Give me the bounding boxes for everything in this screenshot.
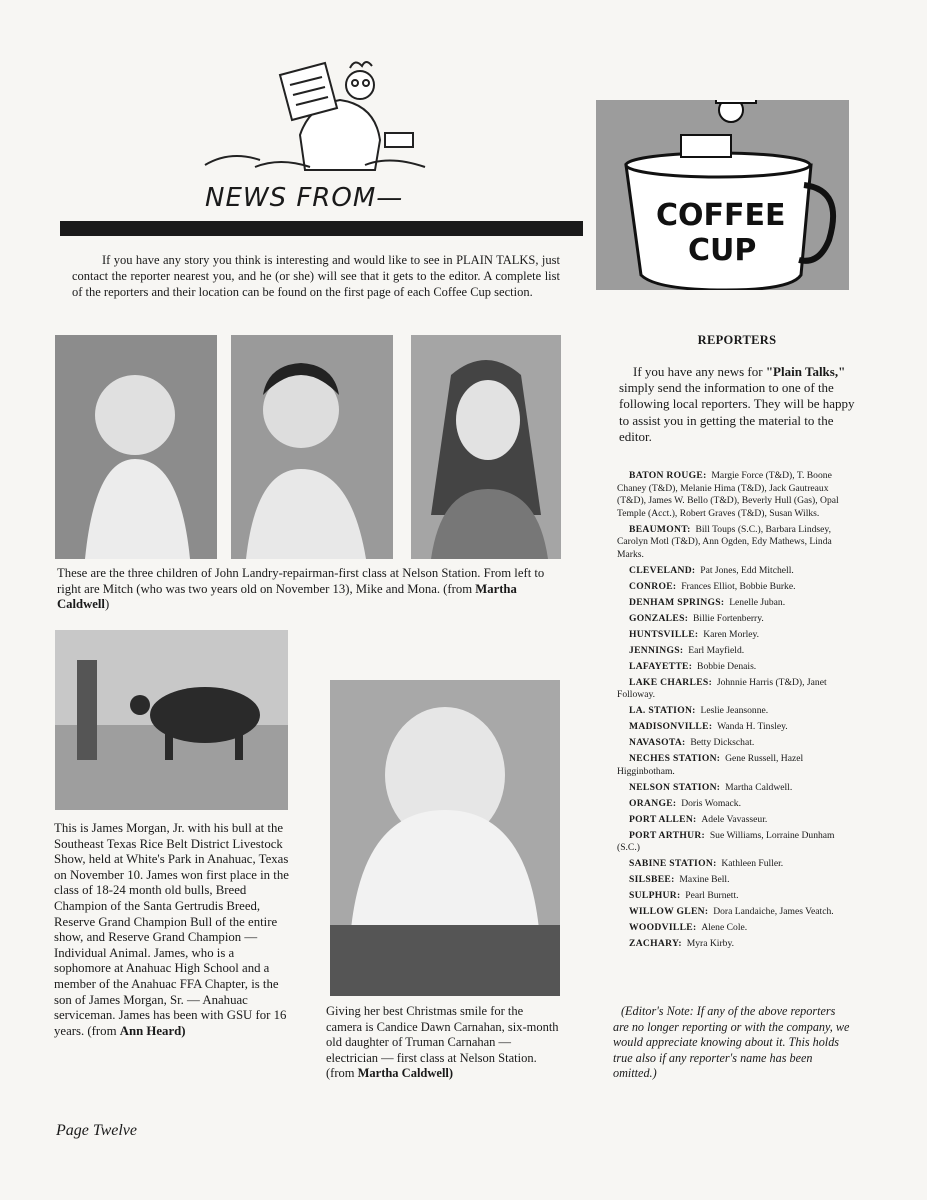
- reporter-entry: [617, 721, 854, 734]
- reporter-entry: [617, 581, 854, 594]
- reporter-names: Billie Fortenberry.: [693, 612, 764, 624]
- photo-mike: [231, 335, 393, 559]
- reporter-location: BATON ROUGE:: [629, 470, 707, 481]
- reporter-names: Kathleen Fuller.: [721, 858, 784, 870]
- reporters-list: [617, 470, 854, 954]
- reporter-location: NAVASOTA:: [629, 737, 686, 749]
- photo-mitch: [55, 335, 217, 559]
- photo-bull: [55, 630, 288, 810]
- reporter-entry: [617, 782, 854, 795]
- children-credit: Martha Caldwell: [57, 581, 517, 611]
- reporter-names: Doris Womack.: [681, 797, 742, 809]
- reporter-names: Earl Mayfield.: [688, 644, 745, 656]
- reporter-location: PORT ALLEN:: [629, 813, 697, 825]
- reporter-names: Leslie Jeansonne.: [700, 705, 769, 717]
- reporter-entry: [617, 830, 854, 855]
- coffee-cup-logo: [596, 100, 849, 290]
- reporter-location: WOODVILLE:: [629, 922, 697, 934]
- reporter-location: ZACHARY:: [629, 938, 682, 950]
- reporter-names: Betty Dickschat.: [690, 737, 755, 749]
- reporter-location: LAKE CHARLES:: [629, 676, 713, 688]
- reporter-entry: [617, 938, 854, 951]
- reporter-entry: [617, 613, 854, 626]
- reporter-names: Maxine Bell.: [679, 874, 730, 886]
- reporter-entry: [617, 705, 854, 718]
- reporter-names: Bill Toups (S.C.), Barbara Lindsey, Carolyn Motl (T&D), Ann Ogden, Edy Mathews, Linda Marks.: [617, 523, 832, 560]
- reporter-entry: [617, 906, 854, 919]
- photo-mona: [411, 335, 561, 559]
- reporter-entry: [617, 814, 854, 827]
- cup-text-cup: CUP: [688, 233, 757, 268]
- reporter-entry: [617, 565, 854, 578]
- reporter-names: Gene Russell, Hazel Higginbotham.: [617, 753, 804, 777]
- page-number: Page Twelve: [56, 1122, 138, 1139]
- coffee-cup-icon: [596, 100, 849, 290]
- reporter-entry: [617, 629, 854, 642]
- reporter-names: Myra Kirby.: [686, 938, 735, 950]
- reporter-entry: [617, 524, 854, 562]
- reporter-entry: [617, 677, 854, 702]
- baby-caption: Giving her best Christmas smile for the camera is Candice Dawn Carnahan, six-month old daughter of Truman Carnahan — electrician — first class at Nelson Station. (from Martha Caldwell): [326, 1004, 559, 1081]
- reporter-names: Adele Vavasseur.: [701, 813, 768, 825]
- bull-caption: This is James Morgan, Jr. with his bull at the Southeast Texas Rice Belt District Livestock Show, held at White's Park in Anahuac, Texas on November 10. James won first place in the class of 18-24 month old bulls, Breed Champion of the Santa Gertrudis Breed, Reserve Grand Champion Bull of the entire show, and Reserve Grand Champion — Individual Animal. James, who is a sophomore at Anahuac High School and a member of the Anahuac FFA Chapter, is the son of James Morgan, Sr. — Anahuac serviceman. James has been with GSU for 16 years. (from Ann Heard): [54, 821, 289, 1038]
- baby-credit: Martha Caldwell: [357, 1066, 449, 1081]
- children-caption: These are the three children of John Landry-repairman-first class at Nelson Station. From left to right are Mitch (who was two years old on November 13), Mike and Mona. (from Martha Caldwell): [57, 566, 545, 611]
- reporter-names: Bobbie Denais.: [697, 660, 757, 672]
- reporter-names: Johnnie Harris (T&D), Janet Followay.: [617, 676, 827, 701]
- editors-note: (Editor's Note: If any of the above reporters are no longer reporting or with the company, we would appreciate knowing about it. This holds true also if any reporter's name has been omitted.): [613, 1004, 850, 1080]
- reporter-location: LAFAYETTE:: [629, 660, 693, 672]
- reporter-entry: [617, 874, 854, 887]
- reporter-location: NECHES STATION:: [629, 753, 721, 765]
- reporter-entry: [617, 470, 854, 520]
- reporter-location: JENNINGS:: [629, 644, 684, 656]
- reporter-location: MADISONVILLE:: [629, 721, 713, 733]
- reporter-location: GONZALES:: [629, 612, 689, 624]
- reporter-names: Sue Williams, Lorraine Dunham (S.C.): [617, 829, 835, 854]
- reporter-names: Pearl Burnett.: [685, 890, 739, 902]
- reporter-entry: [617, 661, 854, 674]
- intro-paragraph: If you have any story you think is interesting and would like to see in PLAIN TALKS, just contact the reporter nearest you, and he (or she) will see that it gets to the editor. A complete list of the reporters and their location can be found on the first page of each Coffee Cup section.: [72, 253, 560, 299]
- header-rule: [60, 221, 583, 236]
- reporter-entry: [617, 597, 854, 610]
- reporter-location: LA. STATION:: [629, 705, 696, 717]
- reporter-location: BEAUMONT:: [629, 523, 691, 535]
- reporter-names: Lenelle Juban.: [729, 596, 786, 608]
- reporter-location: SABINE STATION:: [629, 858, 717, 870]
- reporter-location: PORT ARTHUR:: [629, 829, 706, 841]
- reporter-entry: [617, 753, 854, 778]
- bull-credit: Ann Heard: [119, 1023, 182, 1038]
- news-from-cartoon: [200, 55, 440, 185]
- reporter-names: Dora Landaiche, James Veatch.: [713, 906, 834, 918]
- reporter-location: SILSBEE:: [629, 874, 675, 886]
- reporters-intro: If you have any news for "Plain Talks," simply send the information to one of the following local reporters. They will be happy to assist you in getting the material to the editor.: [619, 364, 855, 444]
- reporter-entry: [617, 737, 854, 750]
- reporter-entry: [617, 798, 854, 811]
- reporter-location: HUNTSVILLE:: [629, 628, 699, 640]
- reporter-names: Pat Jones, Edd Mitchell.: [700, 564, 794, 576]
- reporters-title: REPORTERS: [697, 333, 777, 347]
- reporter-location: DENHAM SPRINGS:: [629, 596, 725, 608]
- editor-hat: [716, 100, 756, 103]
- reporter-names: Karen Morley.: [703, 628, 760, 640]
- reporter-names: Frances Elliot, Bobbie Burke.: [681, 580, 796, 592]
- reporter-names: Margie Force (T&D), T. Boone Chaney (T&D), Melanie Hima (T&D), Jack Gautreaux (T&D), James W. Bello (T&D), Beverly Hull (Gas), Opal Temple (Acct.), Robert Graves (T&D), Susan Wilks.: [617, 470, 839, 519]
- reporter-location: WILLOW GLEN:: [629, 906, 709, 918]
- reporter-entry: [617, 858, 854, 871]
- reporter-entry: [617, 890, 854, 903]
- reporter-entry: [617, 645, 854, 658]
- photo-baby: [330, 680, 560, 996]
- reporter-location: CONROE:: [629, 580, 677, 592]
- reporter-location: SULPHUR:: [629, 890, 681, 902]
- reporter-names: Martha Caldwell.: [725, 781, 793, 793]
- cup-text-coffee: COFFEE: [656, 198, 786, 233]
- reporter-location: NELSON STATION:: [629, 781, 721, 793]
- reporter-names: Alene Cole.: [701, 922, 748, 934]
- reporter-location: CLEVELAND:: [629, 564, 696, 576]
- reporter-entry: [617, 922, 854, 935]
- news-from-title: NEWS FROM—: [205, 183, 404, 213]
- reporter-names: Wanda H. Tinsley.: [717, 721, 788, 733]
- typewriter-icon: [681, 135, 731, 157]
- reporter-location: ORANGE:: [629, 797, 677, 809]
